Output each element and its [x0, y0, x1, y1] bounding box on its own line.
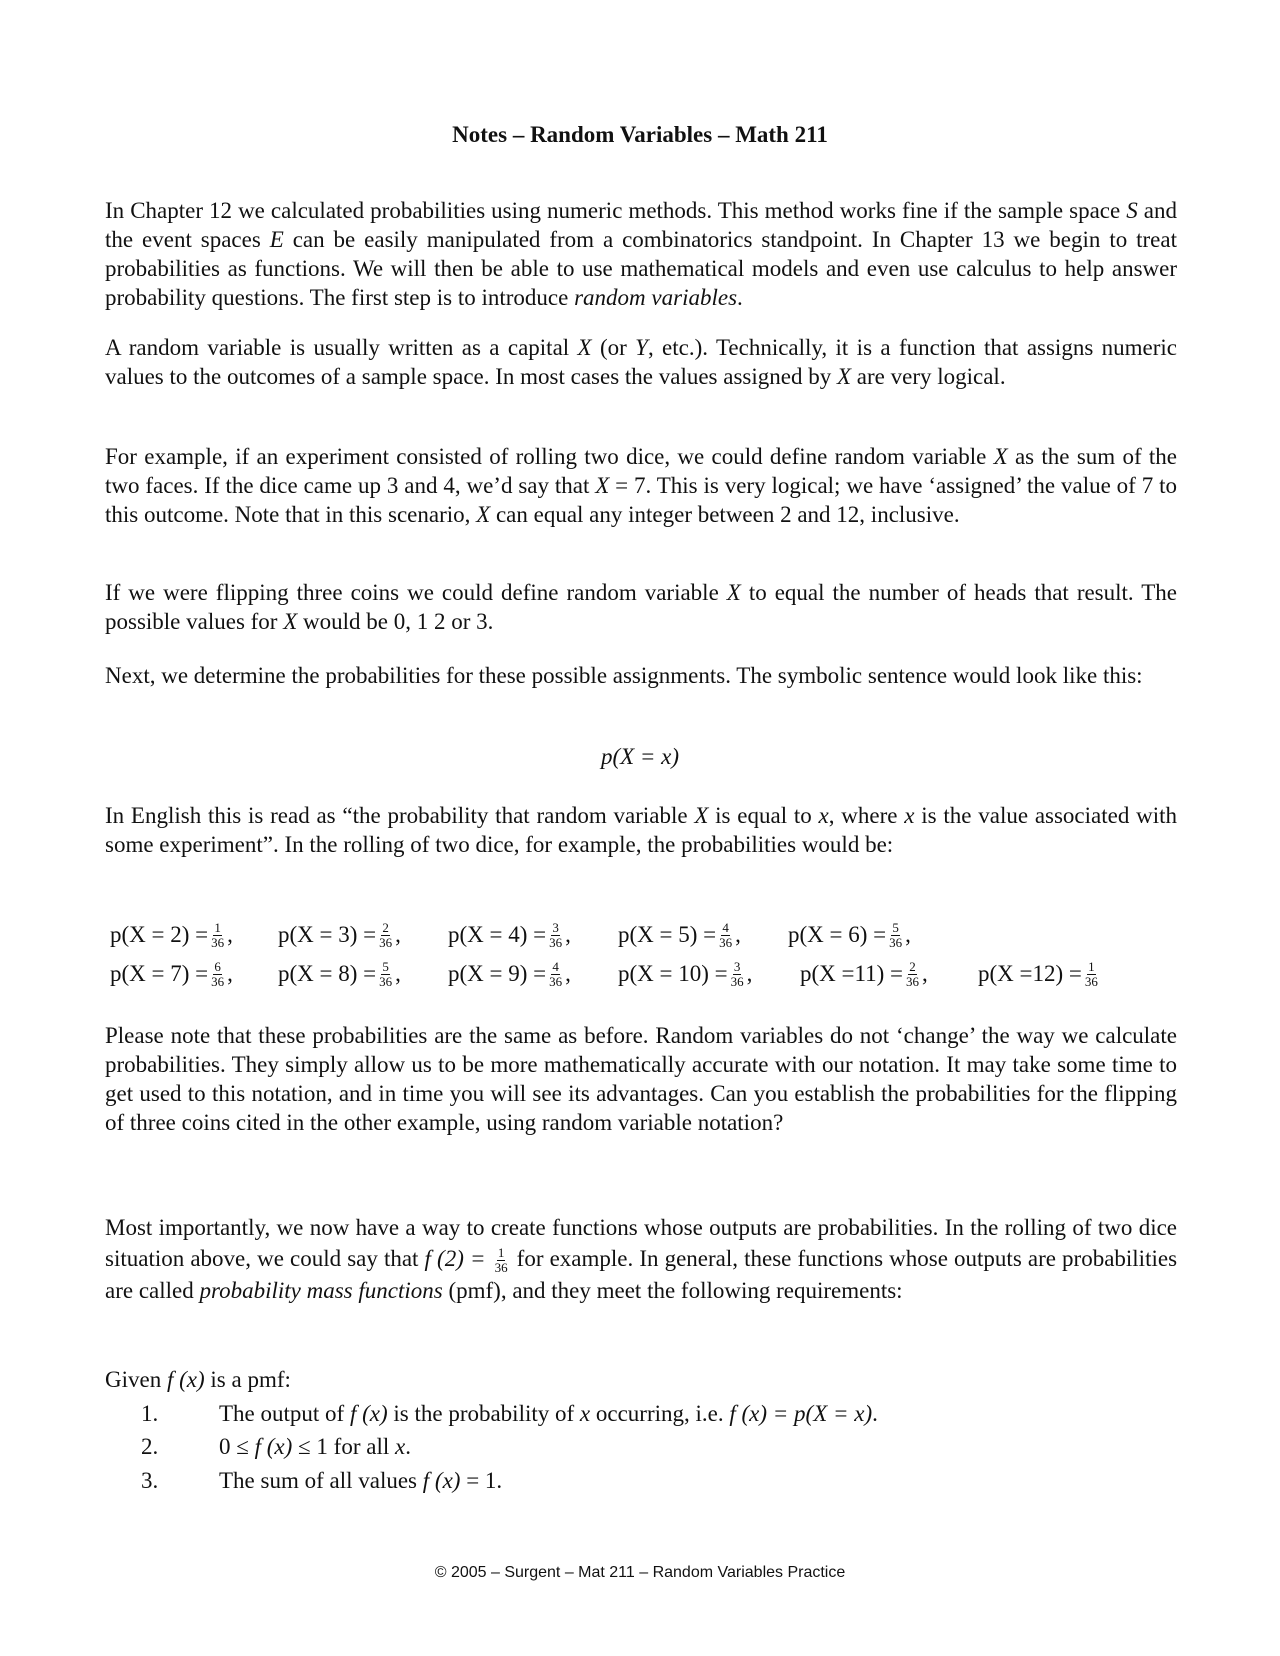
- list-number: 1.: [141, 1401, 159, 1426]
- paragraph-pmf: [105, 1212, 1177, 1306]
- text: .: [405, 1434, 411, 1459]
- function-fx: f (x): [422, 1468, 461, 1493]
- text: = 1.: [460, 1468, 503, 1493]
- denominator: 36: [379, 934, 393, 950]
- probability-lhs: p(X = 6) =: [788, 922, 887, 947]
- probability-item: [110, 960, 278, 989]
- numerator: 1: [497, 1245, 505, 1261]
- numerator: 1: [214, 919, 221, 935]
- probability-lhs: p(X = 7) =: [110, 961, 209, 986]
- emphasis-pmf: probability mass functions: [199, 1278, 443, 1304]
- numerator: 4: [722, 919, 729, 935]
- requirement-text: [219, 1468, 502, 1494]
- probability-lhs: p(X =11) =: [800, 961, 904, 986]
- text: (pmf), and they meet the following requirements:: [442, 1278, 903, 1304]
- numerator: 4: [552, 958, 559, 974]
- text: .: [872, 1401, 878, 1426]
- paragraph-dice-example: [105, 442, 1177, 529]
- probability-item: [978, 960, 1101, 989]
- denominator: 36: [211, 934, 225, 950]
- denominator: 36: [719, 934, 733, 950]
- separator: ,: [395, 961, 401, 986]
- text: In Chapter 12 we calculated probabilities using numeric methods. This method works fine if the sample space: [105, 198, 1127, 223]
- separator: ,: [395, 922, 401, 947]
- requirement-item-1: [141, 1401, 878, 1427]
- probability-item: [278, 960, 448, 989]
- probability-lhs: p(X =12) =: [978, 961, 1082, 986]
- var-X: X: [577, 335, 592, 360]
- paragraph-next-step: Next, we determine the probabilities for these possible assignments. The symbolic sentence would look like this:: [105, 663, 1143, 688]
- numerator: 6: [214, 958, 221, 974]
- text: Given: [105, 1367, 167, 1392]
- text: are very logical.: [851, 364, 1006, 389]
- numerator: 3: [733, 958, 741, 974]
- function-fx: f (x): [166, 1367, 205, 1392]
- probability-lhs: p(X = 10) =: [618, 961, 728, 986]
- text: to equal the number of heads that result. The possible values for: [105, 580, 1177, 634]
- text: is the value associated with some experiment”. In the rolling of two dice, for example, the probabilities would be:: [105, 803, 1177, 857]
- separator: ,: [227, 922, 233, 947]
- text: ≤ 1 for all: [292, 1434, 395, 1459]
- fraction: [548, 960, 563, 989]
- probability-item: [800, 960, 978, 989]
- numerator: 1: [1088, 958, 1095, 974]
- denominator: 36: [379, 973, 393, 989]
- text: is a pmf:: [204, 1367, 291, 1392]
- page-footer: © 2005 – Surgent – Mat 211 – Random Variables Practice: [434, 1564, 846, 1581]
- probability-item: [448, 960, 618, 989]
- separator: ,: [746, 961, 753, 986]
- probability-item: [618, 921, 788, 950]
- text: 0 ≤: [219, 1434, 255, 1459]
- fraction: [888, 921, 903, 950]
- fraction: [378, 921, 393, 950]
- text: Most importantly, we now have a way to create functions whose outputs are probabilities. In the rolling of two dice situation above, we could say that: [105, 1215, 1177, 1271]
- var-x: x: [394, 1434, 406, 1459]
- var-X: X: [595, 473, 610, 498]
- fraction: [730, 960, 745, 989]
- denominator: 36: [889, 934, 903, 950]
- denominator: 36: [494, 1260, 508, 1276]
- numerator: 5: [892, 919, 899, 935]
- text: The sum of all values: [219, 1468, 423, 1493]
- var-X: X: [283, 609, 298, 634]
- probability-lhs: p(X = 8) =: [278, 961, 377, 986]
- text: is equal to: [708, 803, 819, 828]
- separator: ,: [735, 922, 741, 947]
- probability-item: [110, 921, 278, 950]
- fraction: [210, 921, 225, 950]
- var-X: X: [836, 364, 852, 389]
- numerator: 3: [552, 919, 559, 935]
- probability-lhs: p(X = 2) =: [110, 922, 209, 947]
- denominator: 36: [730, 973, 744, 989]
- requirement-text: [219, 1401, 878, 1427]
- text: occurring, i.e.: [590, 1401, 730, 1426]
- requirement-item-3: [141, 1468, 502, 1494]
- var-x: x: [818, 803, 829, 828]
- fraction: [548, 921, 563, 950]
- emphasis-random-variables: random variables: [574, 285, 738, 310]
- denominator: 36: [906, 973, 920, 989]
- probability-item: [278, 921, 448, 950]
- text: In English this is read as “the probability that random variable: [105, 803, 695, 828]
- fraction: [905, 960, 920, 989]
- list-number: 2.: [141, 1434, 159, 1459]
- text: (or: [591, 335, 636, 360]
- function-fx: f (x): [254, 1434, 293, 1459]
- text: For example, if an experiment consisted of rolling two dice, we could define random variable: [105, 444, 994, 469]
- separator: ,: [227, 961, 233, 986]
- function-f2: f (2) =: [424, 1246, 492, 1271]
- fraction: [378, 960, 393, 989]
- text: , etc.). Technically, it is a function that assigns numeric values to the outcomes of a sample space. In most cases the values assigned by: [105, 335, 1177, 389]
- fraction: [1084, 960, 1099, 989]
- probability-item: [618, 960, 800, 989]
- denominator: 36: [211, 973, 225, 989]
- text: for example. In general, these functions whose outputs are probabilities are called: [105, 1246, 1178, 1304]
- text: The output of: [219, 1401, 350, 1426]
- fraction: [210, 960, 225, 989]
- probability-lhs: p(X = 5) =: [618, 922, 717, 947]
- denominator: 36: [549, 973, 563, 989]
- paragraph-note: Please note that these probabilities are the same as before. Random variables do not ‘change’ the way we calculate probabilities. They simply allow us to be more mathematically accurate with our notation. It may take some time to get used to this notation, and in time you will see its advantages. Can you establish the probabilities for the flipping of three coins cited in the other example, using random variable notation?: [105, 1023, 1177, 1135]
- var-x: x: [579, 1401, 591, 1426]
- text: and the event spaces: [105, 198, 1177, 252]
- paragraph-definition: [105, 333, 1177, 391]
- numerator: 2: [909, 958, 916, 974]
- text: as the sum of the two faces. If the dice came up 3 and 4, we’d say that: [105, 444, 1178, 498]
- var-x: x: [904, 803, 915, 828]
- text: would be 0, 1 2 or 3.: [297, 609, 494, 634]
- equation-text: f (x) = p(X = x): [729, 1401, 873, 1426]
- equation-main: [0, 744, 1280, 770]
- separator: ,: [565, 961, 571, 986]
- requirement-text: [219, 1434, 411, 1460]
- text: = 7. This is very logical; we have ‘assigned’ the value of 7 to this outcome. Note that in this scenario,: [105, 473, 1177, 527]
- text: , where: [828, 803, 905, 828]
- function-fx: f (x): [349, 1401, 388, 1426]
- text: is the probability of: [387, 1401, 580, 1426]
- equation-text: p(X = x): [600, 744, 680, 769]
- probability-item: [448, 921, 618, 950]
- text: A random variable is usually written as a capital: [105, 335, 578, 360]
- var-X: X: [476, 502, 491, 527]
- text: If we were flipping three coins we could define random variable: [105, 580, 727, 605]
- paragraph-english-reading: [105, 801, 1177, 859]
- denominator: 36: [1084, 973, 1098, 989]
- probability-lhs: p(X = 3) =: [278, 922, 377, 947]
- var-E: E: [269, 227, 284, 252]
- text: .: [737, 285, 743, 310]
- paragraph-coins-example: [105, 578, 1177, 636]
- separator: ,: [565, 922, 571, 947]
- numerator: 5: [382, 958, 389, 974]
- fraction: [494, 1246, 509, 1275]
- var-X: X: [726, 580, 741, 605]
- fraction: [718, 921, 733, 950]
- separator: ,: [905, 922, 911, 947]
- probability-row-1: [110, 915, 911, 955]
- var-S: S: [1126, 198, 1138, 223]
- requirement-item-2: [141, 1434, 411, 1460]
- var-Y: Y: [635, 335, 648, 360]
- page-title: Notes – Random Variables – Math 211: [452, 122, 828, 147]
- probability-row-2: [110, 954, 1101, 994]
- probability-lhs: p(X = 4) =: [448, 922, 547, 947]
- given-statement: [105, 1367, 291, 1393]
- paragraph-intro: [105, 196, 1177, 312]
- var-X: X: [993, 444, 1008, 469]
- separator: ,: [922, 961, 928, 986]
- probability-item: [788, 921, 911, 950]
- text: can be easily manipulated from a combinatorics standpoint. In Chapter 13 we begin to treat probabilities as functions. We will then be able to use mathematical models and even use calculus to help answer probability questions. The first step is to introduce: [105, 227, 1177, 310]
- probability-lhs: p(X = 9) =: [448, 961, 547, 986]
- numerator: 2: [382, 919, 389, 935]
- list-number: 3.: [141, 1468, 159, 1493]
- denominator: 36: [549, 934, 563, 950]
- text: can equal any integer between 2 and 12, inclusive.: [490, 502, 960, 527]
- var-X: X: [694, 803, 709, 828]
